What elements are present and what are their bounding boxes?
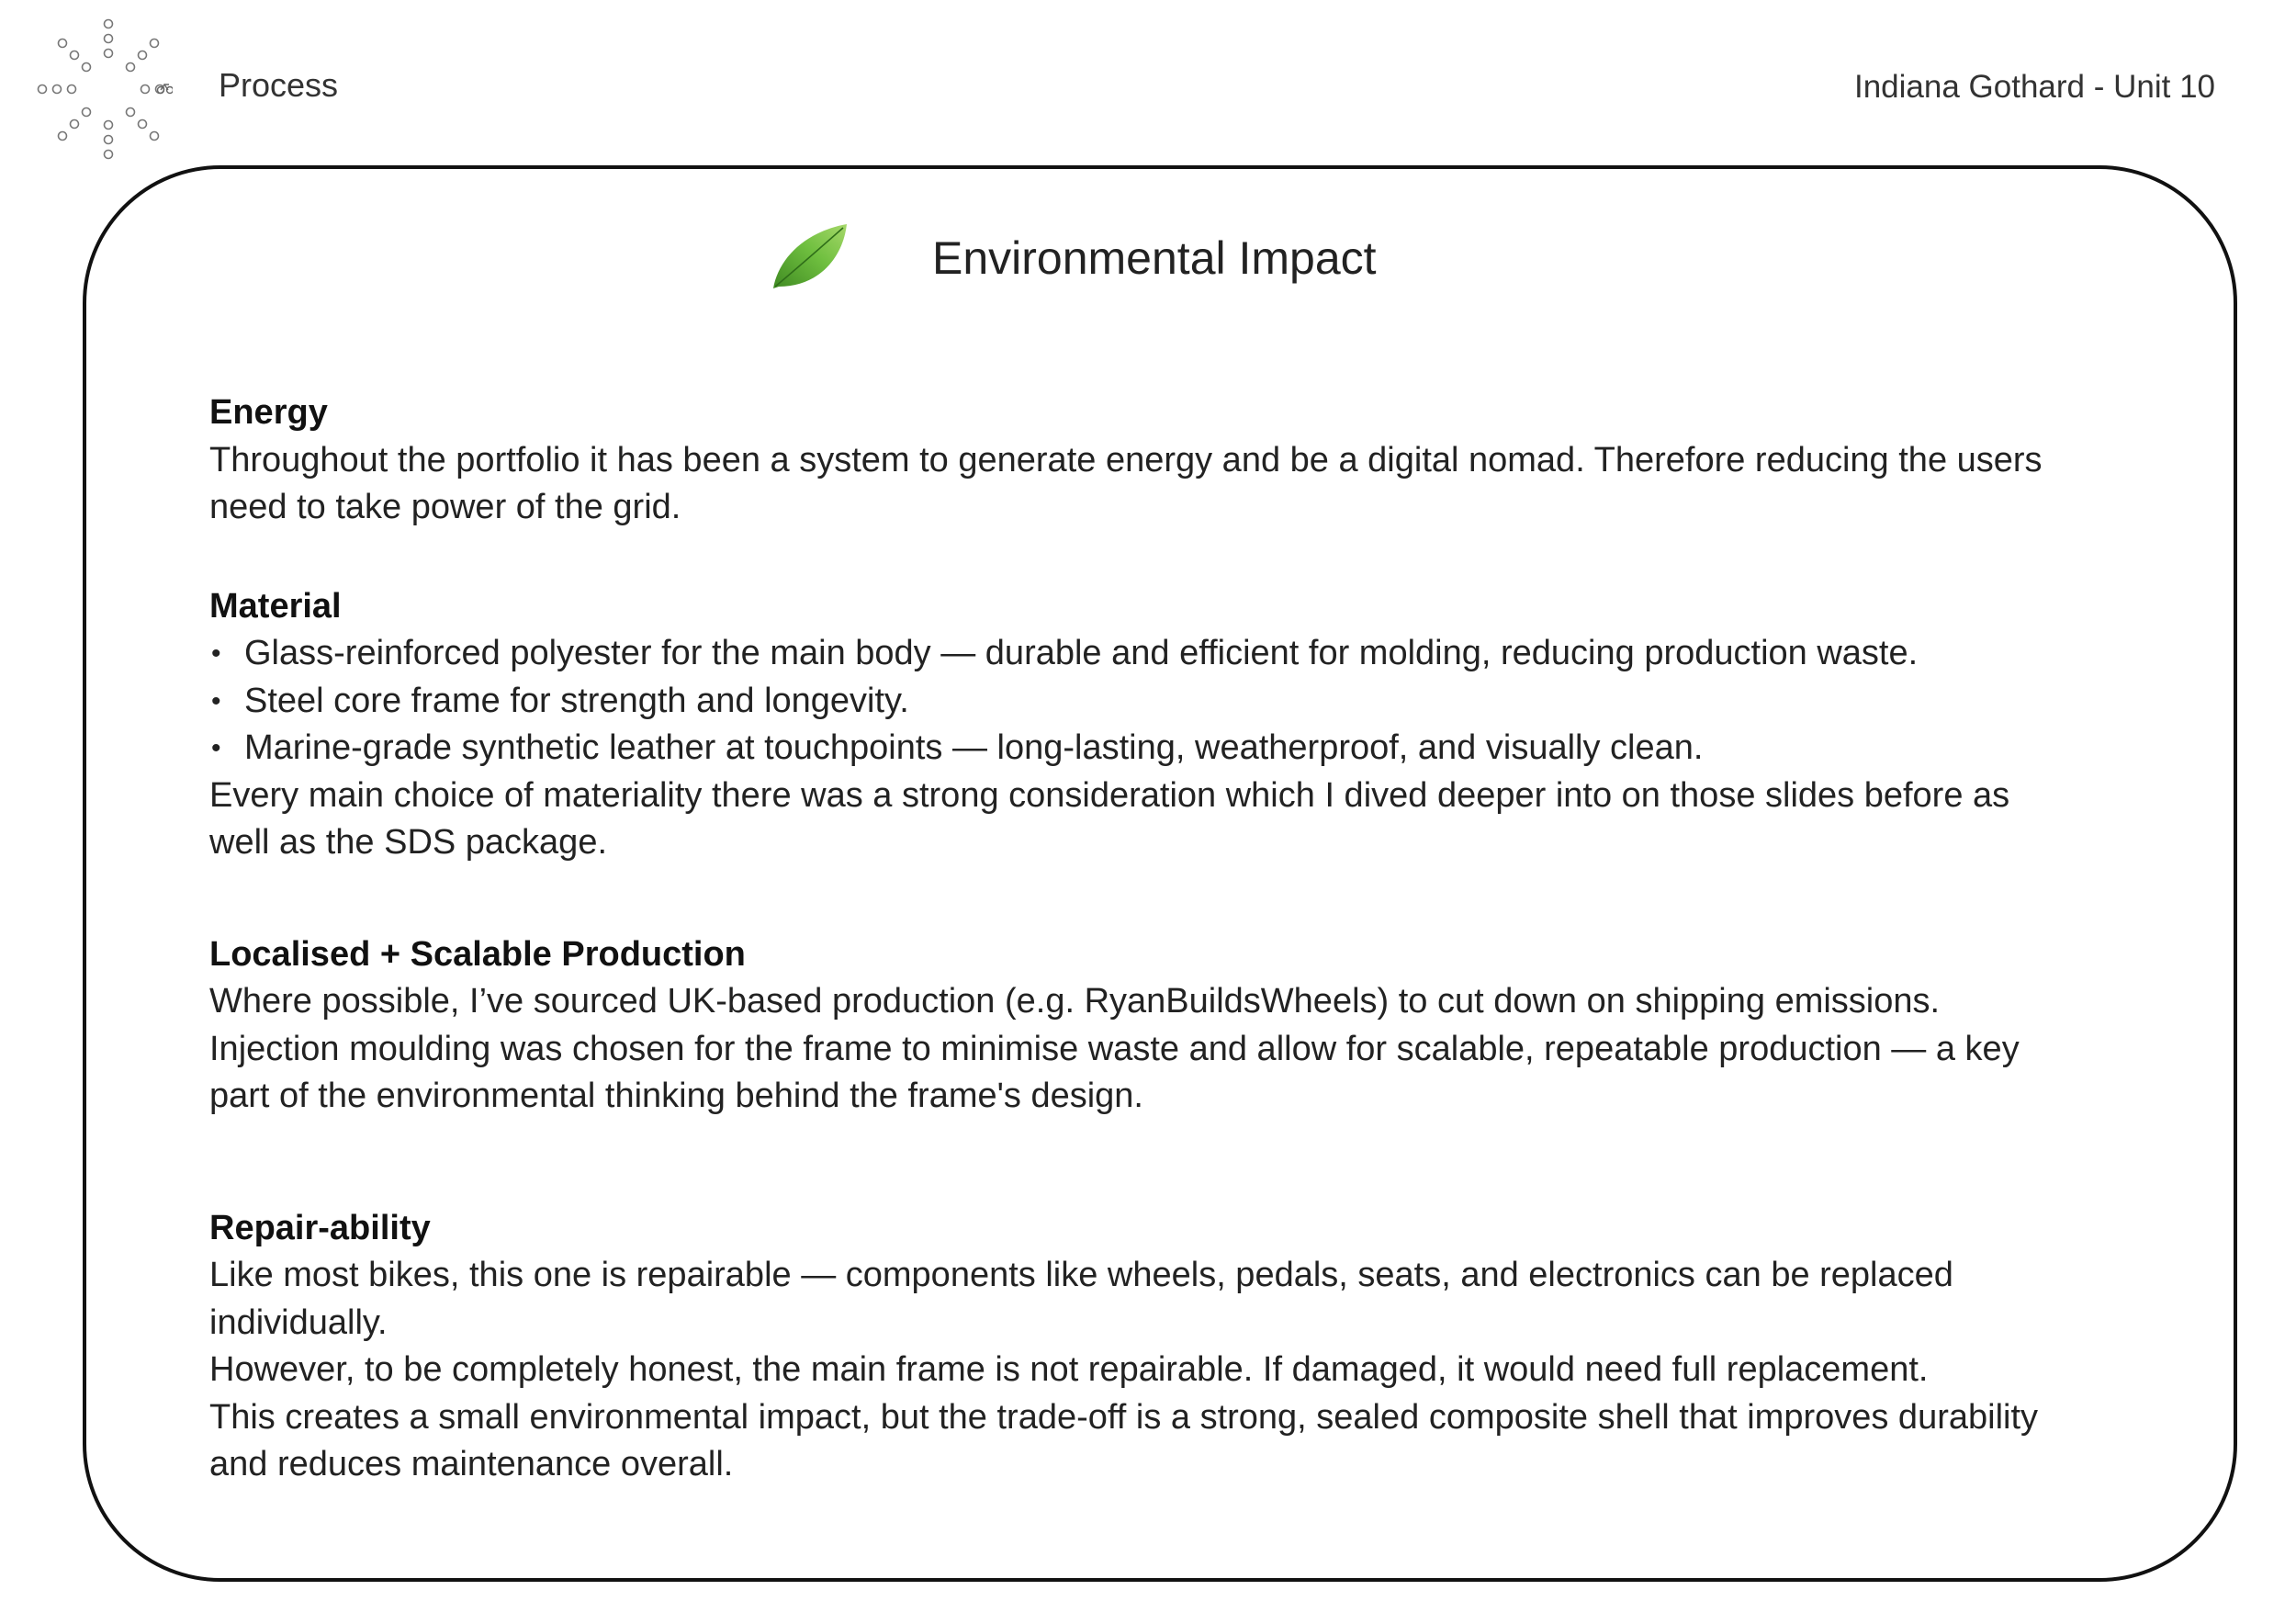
author-unit-label: Indiana Gothard - Unit 10 [1853, 69, 2215, 105]
material-line-2: well as the SDS package. [209, 823, 608, 862]
production-line-2: Injection moulding was chosen for the frame to minimise waste and allow for scalable, repeatable production — a key [209, 1029, 2020, 1068]
section-heading-energy: Energy [209, 393, 328, 432]
repair-line-5: and reduces maintenance overall. [209, 1445, 734, 1483]
repair-line-4: This creates a small environmental impact, but the trade-off is a strong, sealed composite shell that improves durability [209, 1397, 2039, 1437]
energy-line-1: Throughout the portfolio it has been a system to generate energy and be a digital nomad. Therefore reducing the users [209, 440, 2043, 479]
production-line-1: Where possible, I’ve sourced UK-based production (e.g. RyanBuildsWheels) to cut down on shipping emissions. [209, 982, 1941, 1021]
main-content [209, 389, 2138, 1489]
material-bullet-3: • Marine-grade synthetic leather at touchpoints — long-lasting, weatherproof, and visually clean. [209, 725, 2138, 773]
dotted-sunburst-logo-with-bike-icon [35, 17, 173, 168]
section-heading-material: Material [209, 586, 342, 626]
repair-line-3: However, to be completely honest, the main frame is not repairable. If damaged, it would need full replacement. [209, 1350, 1929, 1389]
page-title: Environmental Impact [932, 232, 1377, 284]
repair-line-1: Like most bikes, this one is repairable — components like wheels, pedals, seats, and electronics can be replaced [209, 1256, 1953, 1294]
section-heading-production: Localised + Scalable Production [209, 934, 746, 974]
material-bullet-list [209, 630, 2138, 773]
production-line-3: part of the environmental thinking behind the frame's design. [209, 1077, 1143, 1115]
section-label: Process [219, 66, 339, 104]
material-bullet-1: • Glass-reinforced polyester for the main body — durable and efficient for molding, reducing production waste. [209, 630, 2138, 678]
repair-line-2: individually. [209, 1303, 388, 1342]
leaf-icon [770, 220, 850, 294]
energy-line-2: need to take power of the grid. [209, 488, 681, 526]
material-bullet-2: • Steel core frame for strength and longevity. [209, 678, 2138, 726]
material-line-1: Every main choice of materiality there was a strong consideration which I dived deeper into on those slides before as [209, 775, 2010, 815]
section-heading-repair: Repair-ability [209, 1208, 431, 1247]
